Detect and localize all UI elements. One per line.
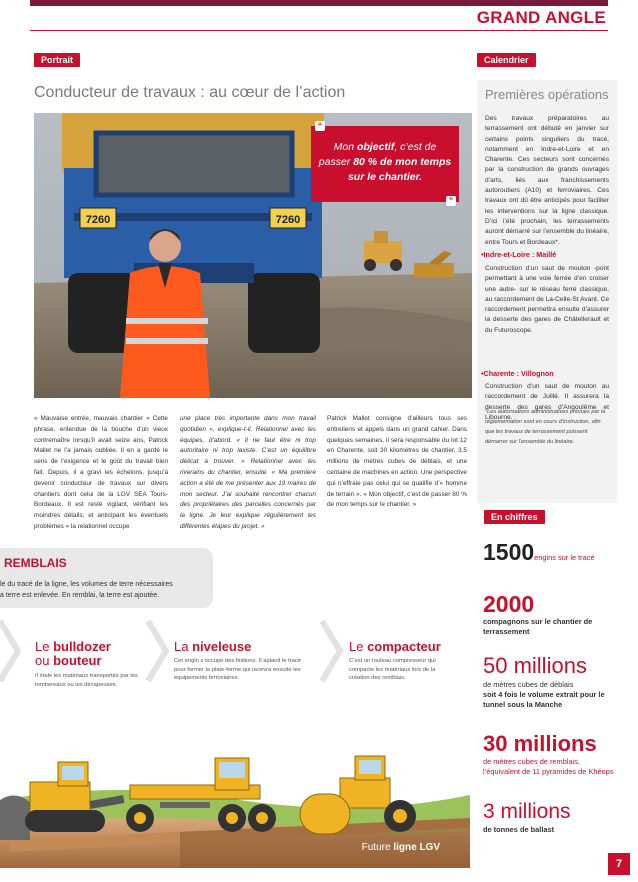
machine-bulldozer-text: Il étale les matériaux transportés par les tombereaux ou les décapeuses. [35,673,138,688]
future-line-label-future: Future [361,842,394,853]
pull-quote-pre: Mon [333,141,357,153]
machine-compacteur-text: C’est un rouleau compresseur qui compacte les matériaux lors de la création des remblais. [349,658,436,681]
close-quote-icon: ” [446,196,456,206]
pull-quote-mid: , c’est de passer [318,141,437,168]
article-column-2: une place très importante dans mon travail quotidien », explique-t-il. Relationnel avec les équipes, d’abord. « Il ne faut être ni trop autoritaire ni trop laxiste. C’est un équilibre délicat à trouver. » Relationnel avec les riverains du chantier, ensuite. « Ma première action a été de me présenter aux 19 maires de mon secteur. J’ai souhaité rencontrer chacun des propriétaires des parcelles concernés par la ligne. Je leur explique régulièrement les différentes étapes du projet. » [180,415,316,530]
figure-50m-number: 50 millions [483,653,587,678]
chevron-right-icon [322,621,340,681]
future-line-label-lgv: ligne LGV [393,842,440,853]
truck-number-right: 7260 [275,214,301,226]
pull-quote-bold-percent: 80 % de mon temps sur le chantier. [347,156,452,183]
page-number: 7 [608,853,630,875]
top-bar [30,0,608,6]
truck-number-left: 7260 [85,214,111,226]
article-headline: Conducteur de travaux : au cœur de l’action [34,84,346,101]
figure-1500-text: engins sur le tracé [534,553,595,562]
chevron-right-icon [148,621,166,681]
chevron-right-icon [0,621,18,681]
chiffres-tag: En chiffres [484,510,545,524]
header-rule [30,30,608,31]
compacteur-name: compacteur [367,639,441,654]
remblais-line-2: a terre est enlevée. En remblai, la terre est ajoutée. [0,592,160,599]
pull-quote-bold-objectif: objectif [356,141,395,153]
article-column-1: « Mauvaise entrée, mauvais chantier » Cette phrase, entendue de la bouche d’un vieux contremaître lorsqu’il avait seize ans, Patrick Mallet ne l’a jamais oubliée. Il en a gardé le sens de l’exigence et le goût du travail bien fait. Depuis, il a gravi les échelons, jusqu’à devenir conducteur de travaux sur divers chantiers dont celui de la LGV SEA Tours-Bordeaux. Il est resté vigilant, vérifiant les moindres détails, et anticipant les éventuels problèmes « la relationnel occupe [34,415,168,530]
figure-30m-text-a: de mètres cubes de remblais, [483,757,580,766]
figure-3m-text: de tonnes de ballast [483,825,555,834]
machine-niveleuse-text: Cet engin s’occupe des finitions. Il aplanit le tracé pour former la plate-forme qui recevra ensuite les équipements ferroviaires. [174,658,301,681]
calendrier-text-villognon: Construction d’un saut de mouton au raccordement de Juillé. Il assurera la desserte des gares d’Angoulême et Libourne. [485,383,609,421]
bulldozer-name: bulldozer [53,639,111,654]
article-column-3: Patrick Mallet consigne d’ailleurs tous ses entretiens et appels dans un grand cahier. Dans quelques semaines, il sera responsable du lot 12 en Charente, soit 30 kilomètres de chantier, 3,5 millions de mètres cubes de déblais, et une centaine de machines en action. Une perspective qui n’effraie pas celui qui se qualifie d’« homme de terrain ». « Mon objectif, c’est de passer 80 % de mon temps sur le chantier. » [327,415,467,509]
figure-30m-number: 30 millions [483,731,597,756]
bulldozer-article: Le [35,639,54,654]
calendrier-intro: Des travaux préparatoires au terrassement ont débuté en janvier sur certains points singuliers du tracé, notamment en Indre-et-Loire et en Charente. Ces secteurs sont concernés par la construction de grands ouvrages d’arts, liés aux franchissements autoroutiers (A10) et ferroviaires. Ces travaux ont dû être anticipés pour faciliter les interventions sur la ligne classique. D’ici l’été prochain, les terrassements auront démarré sur l’ensemble du linéaire, entre Tours et Bordeaux*. [485,115,609,246]
calendrier-tag: Calendrier [477,53,536,67]
figure-30m-text-b: l’équivalent de 11 pyramides de Khéops [483,767,614,776]
figure-1500 [483,539,595,566]
lgv-construction-illustration [0,690,470,868]
machine-bulldozer-title [35,640,111,668]
figure-50m-text-a: de mètres cubes de déblais [483,680,574,689]
figure-2000-text: compagnons sur le chantier de terrassement [483,617,593,636]
calendrier-sub-maille: •Indre-et-Loire : Maillé [481,250,557,259]
niveleuse-name: niveleuse [192,639,252,654]
calendrier-sub-villognon: •Charente : Villognon [481,369,554,378]
remblais-text [0,579,210,601]
section-title: GRAND ANGLE [476,8,606,27]
remblais-title: REMBLAIS [4,556,67,570]
portrait-tag: Portrait [34,53,80,67]
figure-1500-number: 1500 [483,539,535,565]
machine-compacteur-title [349,640,441,654]
pull-quote [311,126,459,202]
figure-3m-number: 3 millions [483,800,571,823]
calendrier-text-maille: Construction d’un saut de mouton -pont permettant à une voie ferrée d’en croiser une autre- sur le réseau ferré classique, au raccordement de La-Celle-St Avant. Ce raccordement permettra ensuite d’assurer la desserte des gares de Châtellerault et du Futuroscope. [485,265,609,334]
figure-50m-text-b: soit 4 fois le volume extrait pour le tunnel sous la Manche [483,690,605,709]
future-line-label-a [362,842,441,853]
remblais-line-1: le du tracé de la ligne, les volumes de terre nécessaires [0,581,173,588]
open-quote-icon: “ [315,121,325,131]
niveleuse-article: La [174,639,193,654]
bulldozer-or: ou [35,653,54,668]
calendrier-title: Premières opérations [485,87,609,102]
machine-niveleuse-title [174,640,251,654]
calendrier-footnote: *Les autorisations administratives prévues par la réglementation sont en cours d’instruction, afin que les travaux de terrassement puissent démarrer sur l’ensemble du linéaire. [485,409,606,445]
bouteur-name: bouteur [53,653,102,668]
figure-2000-number: 2000 [483,591,535,617]
compacteur-article: Le [349,639,368,654]
